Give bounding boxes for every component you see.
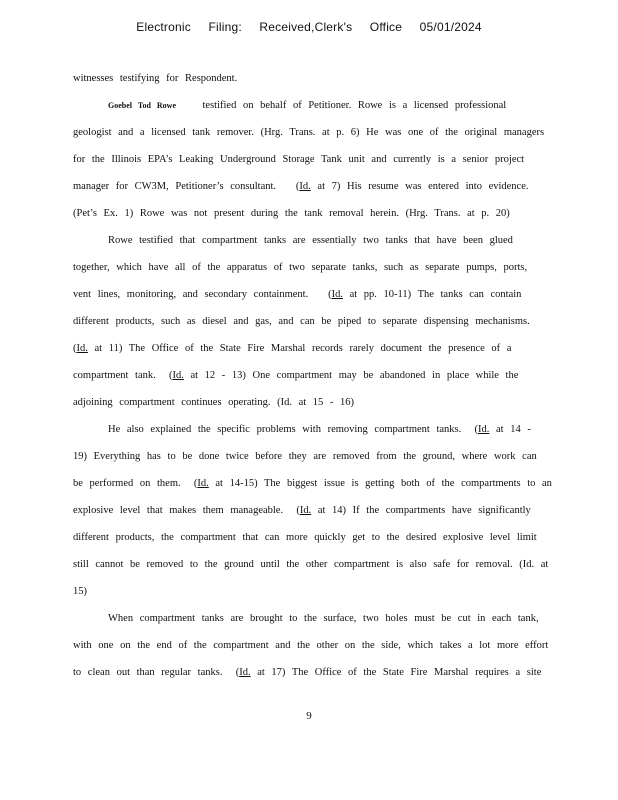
citation-id: Id. [172, 370, 184, 381]
page-number: 9 [306, 710, 312, 722]
witness-name: Goebel Tod Rowe [108, 101, 177, 110]
text-line: (Pet’s Ex. 1) Rowe was not present during the tank removal herein. (Hrg. Trans. at p. 20) [73, 208, 510, 219]
text-line: manager for CW3M, Petitioner’s consultant. (Id. at 7) His resume was entered into evidence. [73, 181, 529, 192]
document-body [73, 70, 552, 691]
text-line: (Id. at 11) The Office of the State Fire Marshal records rarely document the presence of a [73, 343, 512, 354]
citation-id: Id. [478, 424, 490, 435]
text-line: 19) Everything has to be done twice before they are removed from the ground, where work can [73, 451, 537, 462]
citation-id: Id. [76, 343, 88, 354]
text-line: different products, such as diesel and gas, and can be piped to separate dispensing mechanisms. [73, 316, 530, 327]
text-line: with one on the end of the compartment and the other on the side, which takes a lot more effort [73, 640, 549, 651]
text-line: explosive level that makes them manageable. (Id. at 14) If the compartments have significantly [73, 505, 531, 516]
text-line: still cannot be removed to the ground until the other compartment is also safe for removal. (Id. at [73, 559, 549, 570]
citation-id: Id. [331, 289, 343, 300]
text-line: different products, the compartment that can more quickly get to the desired explosive level limit [73, 532, 537, 543]
text-line: He also explained the specific problems with removing compartment tanks. (Id. at 14 - [108, 424, 531, 435]
text-line: Rowe testified that compartment tanks are essentially two tanks that have been glued [108, 235, 513, 246]
text-line: 15) [73, 586, 87, 597]
citation-id: Id. [197, 478, 209, 489]
text-line: together, which have all of the apparatus of two separate tanks, such as separate pumps, ports, [73, 262, 528, 273]
text-line: for the Illinois EPA’s Leaking Underground Storage Tank unit and currently is a senior project [73, 154, 525, 165]
text-line: witnesses testifying for Respondent. [73, 73, 238, 84]
text-line: to clean out than regular tanks. (Id. at 17) The Office of the State Fire Marshal requires a site [73, 667, 542, 678]
text-line: geologist and a licensed tank remover. (Hrg. Trans. at p. 6) He was one of the original managers [73, 127, 545, 138]
text-line: When compartment tanks are brought to the surface, two holes must be cut in each tank, [108, 613, 539, 624]
text-line: vent lines, monitoring, and secondary containment. (Id. at pp. 10-11) The tanks can contain [73, 289, 522, 300]
text-line: compartment tank. (Id. at 12 - 13) One compartment may be abandoned in place while the [73, 370, 519, 381]
citation-id: Id. [299, 505, 312, 516]
text-line: adjoining compartment continues operating. (Id. at 15 - 16) [73, 397, 355, 408]
filing-header: Electronic Filing: Received,Clerk's Office 05/01/2024 [136, 20, 482, 34]
text-line: Goebel Tod Rowe testified on behalf of Petitioner. Rowe is a licensed professional [108, 100, 507, 111]
citation-id: Id. [299, 181, 311, 192]
text-line: be performed on them. (Id. at 14-15) The biggest issue is getting both of the compartments to an [73, 478, 552, 489]
citation-id: Id. [239, 667, 251, 678]
